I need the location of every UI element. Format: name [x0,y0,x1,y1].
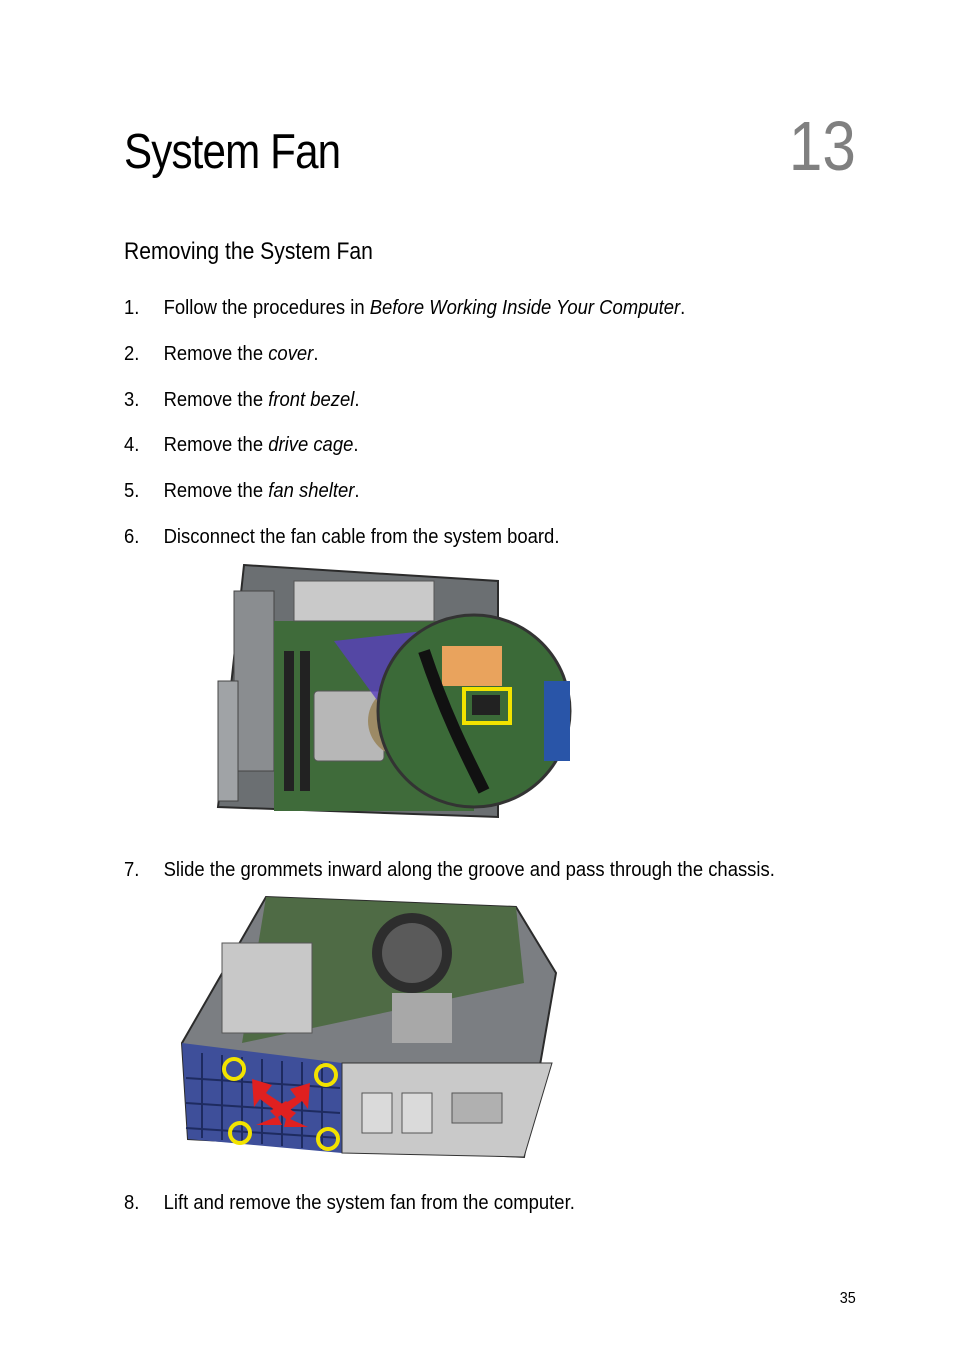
step-number: 5. [124,479,140,502]
chapter-title: System Fan [124,125,341,179]
step-text-end: . [353,433,359,456]
step-text: Remove the [163,342,269,365]
step-text: Follow the procedures in [163,296,370,319]
step-text-end: . [354,479,360,502]
page-number: 35 [839,1290,856,1307]
step-number: 7. [124,858,140,881]
step-number: 2. [124,342,140,365]
section-heading: Removing the System Fan [124,238,373,265]
step-6 [124,525,559,549]
step-number: 6. [124,525,140,548]
step-7 [124,858,775,882]
step-number: 8. [124,1191,140,1214]
step-link[interactable]: cover [268,342,314,365]
chapter-number: 13 [789,107,856,185]
step-3 [124,388,360,412]
step-link[interactable]: front bezel [268,388,355,411]
fan-cable-figure [214,561,576,827]
step-8 [124,1191,575,1215]
step-text-end: . [680,296,686,319]
step-link[interactable]: Before Working Inside Your Computer [369,296,681,319]
step-text: Remove the [163,388,269,411]
grommets-figure [172,893,560,1163]
step-text-end: . [313,342,319,365]
step-text: Remove the [163,433,269,456]
step-text: Lift and remove the system fan from the computer. [163,1191,575,1214]
step-number: 4. [124,433,140,456]
step-text: Slide the grommets inward along the groove and pass through the chassis. [163,858,775,881]
step-text-end: . [354,388,360,411]
step-link[interactable]: drive cage [268,433,354,456]
step-5 [124,479,360,503]
step-1 [124,296,685,320]
step-number: 1. [124,296,140,319]
step-text: Remove the [163,479,269,502]
step-4 [124,433,358,457]
step-text: Disconnect the fan cable from the system board. [163,525,560,548]
step-2 [124,342,318,366]
step-link[interactable]: fan shelter [268,479,355,502]
step-number: 3. [124,388,140,411]
